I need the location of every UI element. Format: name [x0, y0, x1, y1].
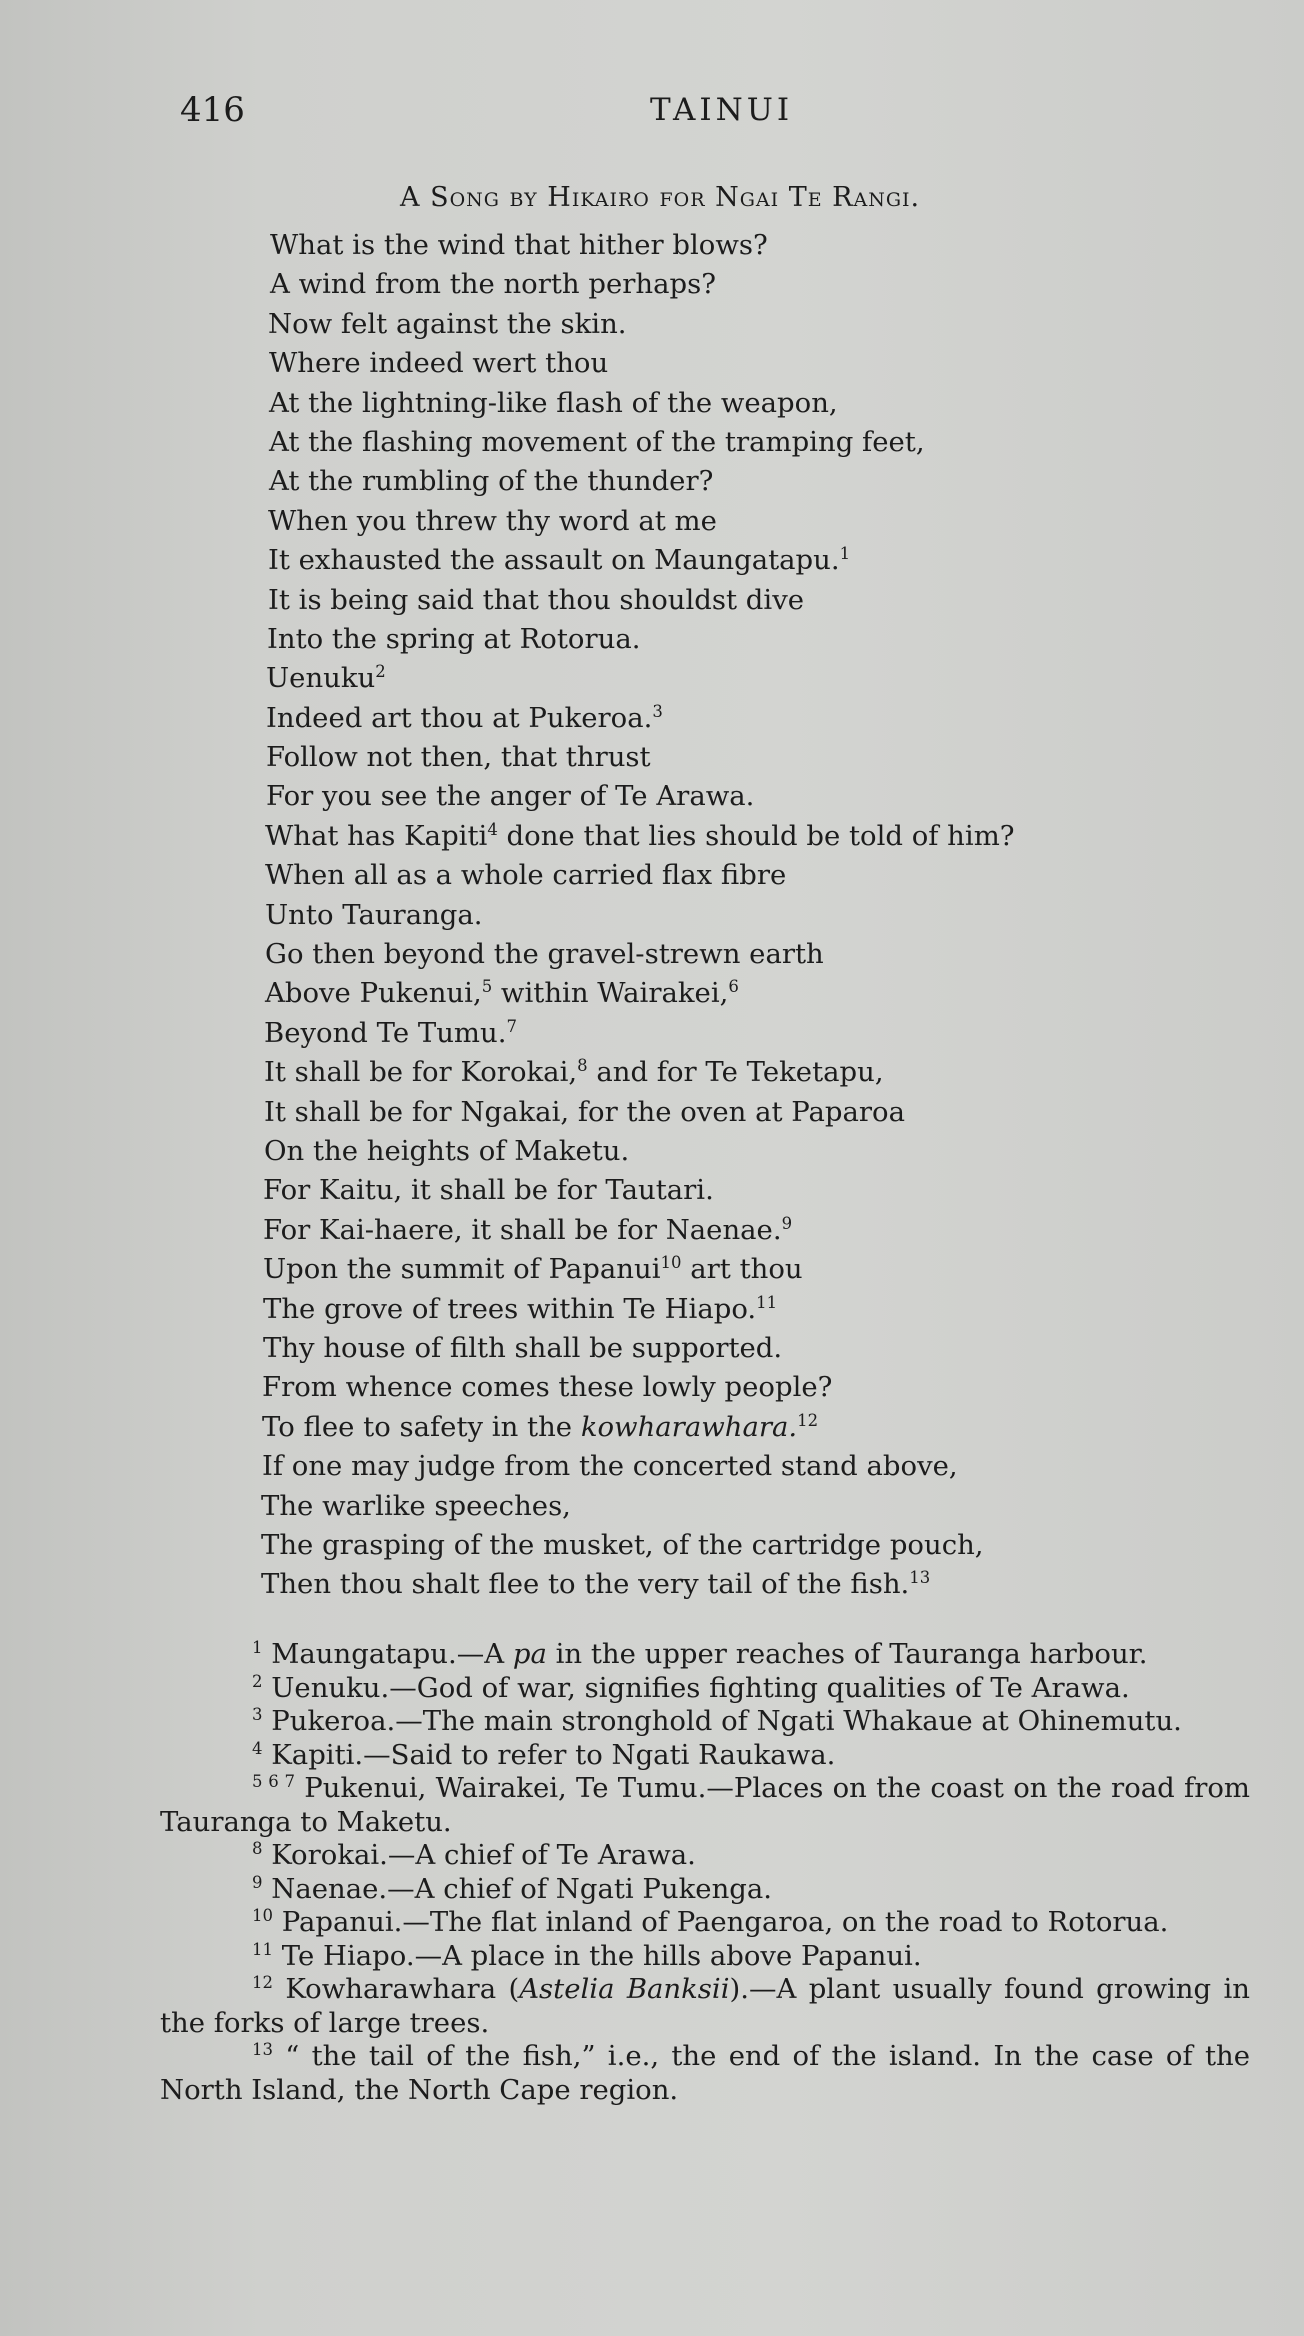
poem-line [266, 699, 1270, 738]
poem-line [263, 1329, 1270, 1368]
footnote-text: ).—A plant usually found growing in the forks of large trees. [160, 1973, 1250, 2039]
running-title: TAINUI [650, 92, 794, 128]
poem-line-text: Above Pukenui, [265, 977, 482, 1010]
poem-line-text: The warlike speeches, [261, 1489, 571, 1522]
poem-line-text: and for Te Teketapu, [587, 1056, 884, 1089]
poem-line-text: Unto Tauranga. [265, 898, 483, 931]
poem-line [269, 462, 1270, 501]
poem-line [268, 581, 1270, 620]
poem-line [263, 1290, 1270, 1329]
poem-line [262, 1447, 1270, 1486]
footnote-number: 12 [252, 1972, 273, 1992]
poem-line [270, 265, 1270, 304]
poem-line-text: It shall be for Korokai, [264, 1056, 578, 1089]
poem-line-text: Beyond Te Tumu. [264, 1016, 507, 1049]
footnote-marker: 4 [487, 819, 498, 839]
poem-line-text: within Wairakei, [492, 977, 729, 1010]
poem-line [268, 305, 1270, 344]
footnotes [160, 1638, 1250, 2107]
poem-line [269, 344, 1270, 383]
poem-line-text: Uenuku [266, 662, 376, 695]
poem-line [262, 1408, 1270, 1447]
poem-line-text: For Kaitu, it shall be for Tautari. [263, 1174, 714, 1207]
footnote-marker: 1 [839, 543, 851, 563]
poem-line [265, 974, 1270, 1013]
footnote-marker: 9 [781, 1213, 793, 1233]
poem-line-text: A wind from the north perhaps? [270, 268, 716, 301]
poem-line [261, 1565, 1270, 1604]
poem-line [269, 423, 1270, 462]
poem-line [266, 659, 1270, 698]
footnote [160, 1672, 1250, 1706]
poem-line-text: To flee to safety in the [262, 1410, 581, 1443]
footnote-number: 8 [252, 1838, 263, 1858]
poem-line-text: It is being said that thou shouldst dive [268, 583, 805, 616]
poem-line-text: At the rumbling of the thunder? [269, 465, 714, 498]
poem-line [268, 541, 1270, 580]
poem-line-text: Thy house of filth shall be supported. [263, 1331, 783, 1364]
poem-line-text: art thou [681, 1253, 803, 1286]
poem-line-text: What has Kapiti [265, 819, 488, 852]
footnote [160, 2040, 1250, 2107]
footnote-text: Kapiti.—Said to refer to Ngati Raukawa. [271, 1738, 836, 1771]
footnote-number: 10 [252, 1905, 273, 1925]
poem-line-text: done that lies should be told of him? [497, 819, 1015, 852]
poem-line [270, 226, 1270, 265]
footnote-number: 4 [252, 1738, 263, 1758]
poem-line-text: Into the spring at Rotorua. [267, 622, 641, 655]
footnote [160, 1638, 1250, 1672]
footnote [160, 1906, 1250, 1940]
footnote-marker: 12 [797, 1410, 819, 1430]
poem-line-text: When you threw thy word at me [268, 504, 717, 537]
poem-line [264, 1014, 1270, 1053]
footnote-number: 2 [252, 1671, 263, 1691]
page-header [180, 90, 1180, 140]
poem-line [262, 1368, 1270, 1407]
footnote-text: Te Hiapo.—A place in the hills above Papanui. [281, 1939, 922, 1972]
poem-line [265, 856, 1270, 895]
poem-line-text: Go then beyond the gravel-strewn earth [265, 938, 824, 971]
footnote-marker: 11 [756, 1292, 778, 1312]
poem-line [263, 1250, 1270, 1289]
poem-line-text: Follow not then, that thrust [266, 741, 651, 774]
footnote-italic-text: pa [512, 1638, 547, 1670]
footnote-marker: 7 [506, 1016, 517, 1036]
song-title: A Song by Hikairo for Ngai Te Rangi. [400, 182, 921, 213]
footnote-text: “ the tail of the fish,” i.e., the end of the island. In the case of the North Island, the North Cape region. [160, 2040, 1250, 2106]
poem-line-text: Now felt against the skin. [268, 307, 627, 340]
poem-line [264, 1132, 1270, 1171]
footnote-number: 9 [252, 1872, 263, 1892]
poem-line-text: If one may judge from the concerted stand above, [262, 1450, 958, 1483]
poem-line [265, 896, 1270, 935]
poem-line-text: On the heights of Maketu. [264, 1134, 630, 1167]
footnote-marker: 8 [577, 1056, 588, 1076]
footnote-number: 3 [252, 1704, 263, 1724]
footnote-marker: 3 [652, 701, 663, 721]
poem-line-text: Where indeed wert thou [269, 347, 609, 380]
poem [261, 226, 1270, 1605]
footnote-marker: 10 [660, 1253, 682, 1272]
poem-line-text: Upon the summit of Papanui [263, 1253, 661, 1286]
footnote [160, 1772, 1250, 1839]
footnote-text: Naenae.—A chief of Ngati Pukenga. [271, 1872, 773, 1905]
footnote-number: 13 [252, 2039, 273, 2059]
poem-line-text: The grasping of the musket, of the cartridge pouch, [261, 1528, 984, 1561]
poem-line-text: It exhausted the assault on Maungatapu. [268, 544, 840, 577]
poem-line-text: From whence comes these lowly people? [262, 1371, 833, 1404]
footnote-text: Maungatapu.—A [271, 1638, 513, 1670]
poem-line [263, 1211, 1270, 1250]
footnote-text: Uenuku.—God of war, signifies fighting qualities of Te Arawa. [271, 1671, 1130, 1704]
poem-line [267, 620, 1270, 659]
poem-line-text: At the lightning-like flash of the weapon, [269, 386, 838, 419]
poem-line [265, 935, 1270, 974]
poem-line [264, 1093, 1270, 1132]
footnote-marker: 13 [909, 1568, 931, 1588]
footnote-marker: 2 [375, 662, 386, 682]
poem-line-text: It shall be for Ngakai, for the oven at Paparoa [264, 1095, 906, 1128]
poem-line-text: The grove of trees within Te Hiapo. [263, 1292, 757, 1325]
poem-line [268, 502, 1270, 541]
poem-line [263, 1171, 1270, 1210]
footnote-marker: 6 [728, 977, 739, 997]
poem-line-text: Indeed art thou at Pukeroa. [266, 701, 653, 734]
footnote-text: Pukeroa.—The main stronghold of Ngati Whakaue at Ohinemutu. [271, 1705, 1182, 1737]
poem-line-text: Then thou shalt flee to the very tail of the fish. [261, 1568, 910, 1601]
poem-line [261, 1526, 1270, 1565]
poem-line [264, 1053, 1270, 1092]
poem-line [269, 384, 1270, 423]
footnote [160, 1705, 1250, 1739]
footnote-italic-text: Astelia Banksii [519, 1973, 730, 2005]
footnote-text: in the upper reaches of Tauranga harbour. [546, 1638, 1148, 1670]
footnote-text: Pukenui, Wairakei, Te Tumu.—Places on the coast on the road from Tauranga to Maketu. [160, 1772, 1250, 1838]
poem-line-text: For Kai-haere, it shall be for Naenae. [263, 1213, 782, 1246]
poem-line [265, 817, 1270, 856]
footnote-number: 11 [252, 1939, 273, 1959]
poem-line-italic-text: kowharawhara. [580, 1410, 798, 1443]
footnote-marker: 5 [481, 977, 493, 997]
footnote-text: Kowharawhara ( [285, 1973, 520, 2005]
poem-line-text: For you see the anger of Te Arawa. [266, 780, 755, 813]
footnote [160, 1940, 1250, 1974]
poem-line [266, 777, 1270, 816]
footnote [160, 1739, 1250, 1773]
poem-line [261, 1487, 1270, 1526]
footnote [160, 1973, 1250, 2040]
footnote [160, 1873, 1250, 1907]
footnote-text: Papanui.—The flat inland of Paengaroa, on the road to Rotorua. [281, 1906, 1169, 1938]
poem-line-text: When all as a whole carried flax fibre [265, 859, 787, 892]
poem-line [266, 738, 1270, 777]
footnote-number: 5 6 7 [252, 1771, 296, 1791]
poem-line-text: What is the wind that hither blows? [270, 229, 768, 261]
footnote [160, 1839, 1250, 1873]
footnote-number: 1 [252, 1637, 263, 1657]
footnote-text: Korokai.—A chief of Te Arawa. [271, 1839, 696, 1871]
poem-line-text: At the flashing movement of the tramping feet, [269, 425, 925, 458]
page-number: 416 [180, 90, 245, 130]
